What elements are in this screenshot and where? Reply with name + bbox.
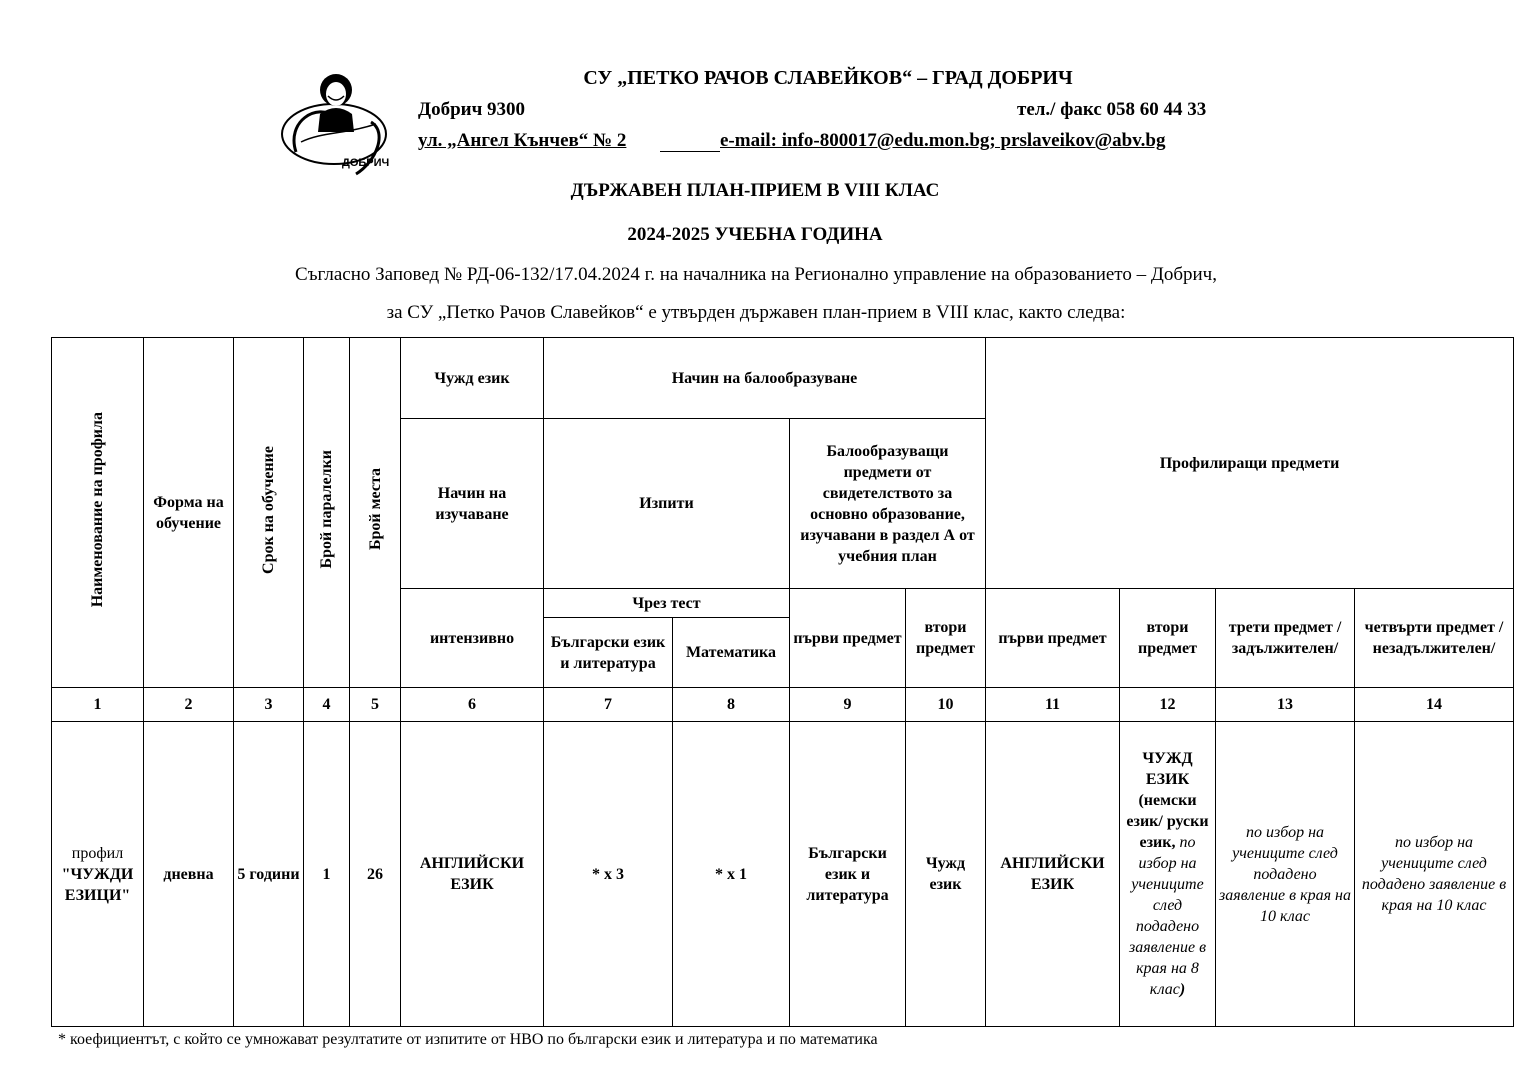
column-number: 6: [401, 688, 544, 722]
column-number: 2: [144, 688, 234, 722]
header-profile-name: Наименование на профила: [52, 338, 144, 688]
header-foreign-language: Чужд език: [401, 338, 544, 419]
table-row: [52, 722, 1514, 1027]
header-cert-second: втори предмет: [906, 589, 986, 688]
column-number: 5: [350, 688, 401, 722]
cell-bel-coefficient: * х 3: [544, 722, 673, 1027]
header-profile-subjects: Профилиращи предмети: [986, 338, 1514, 589]
header-profile-fourth: четвърти предмет /незадължителен/: [1355, 589, 1514, 688]
column-number: 3: [234, 688, 304, 722]
profile-second-italic: по избор на учениците след подадено заявление в края на 8 клас: [1128, 834, 1207, 998]
phone-fax: тел./ факс 058 60 44 33: [1017, 99, 1207, 120]
intro-line-2: за СУ „Петко Рачов Славейков“ е утвърден държавен план-прием в VIII клас, както следва:: [386, 302, 1126, 323]
column-number: 11: [986, 688, 1120, 722]
cell-profile-third: по избор на учениците след подадено заявление в края на 10 клас: [1216, 722, 1355, 1027]
cell-form: дневна: [144, 722, 234, 1027]
cell-profile-name: [52, 722, 144, 1027]
column-number: 12: [1120, 688, 1216, 722]
cell-language: АНГЛИЙСКИ ЕЗИК: [401, 722, 544, 1027]
column-number: 4: [304, 688, 350, 722]
header-profile-second: втори предмет: [1120, 589, 1216, 688]
header-cert-subjects: Балообразуващи предмети от свидетелството за основно образование, изучавани в раздел А от учебния план: [790, 419, 986, 589]
intro-line-1: Съгласно Заповед № РД-06-132/17.04.2024 г. на началника на Регионално управление на образованието – Добрич,: [295, 264, 1217, 285]
admission-plan-table: [51, 337, 1514, 1027]
header-duration: Срок на обучение: [234, 338, 304, 688]
column-number: 10: [906, 688, 986, 722]
email-addresses[interactable]: e-mail: info-800017@edu.mon.bg; prslaveikov@abv.bg: [720, 130, 1166, 151]
header-scoring: Начин на балообразуване: [544, 338, 986, 419]
header-intensive: интензивно: [401, 589, 544, 688]
profile-second-bold: ЧУЖД ЕЗИК (немски език/ руски език,: [1126, 750, 1209, 851]
cell-cert-first: Български език и литература: [790, 722, 906, 1027]
header-math: Математика: [673, 618, 790, 688]
profile-name: "ЧУЖДИ ЕЗИЦИ": [61, 865, 134, 904]
logo-text: ДОБРИЧ: [342, 157, 390, 169]
cell-classes: 1: [304, 722, 350, 1027]
header-form: Форма на обучение: [144, 338, 234, 688]
cell-profile-first: АНГЛИЙСКИ ЕЗИК: [986, 722, 1120, 1027]
cell-cert-second: Чужд език: [906, 722, 986, 1027]
document-title: ДЪРЖАВЕН ПЛАН-ПРИЕМ В VIII КЛАС: [570, 180, 940, 201]
column-number: 1: [52, 688, 144, 722]
cell-duration: 5 години: [234, 722, 304, 1027]
school-year: 2024-2025 УЧЕБНА ГОДИНА: [627, 224, 883, 245]
column-number: 7: [544, 688, 673, 722]
profile-second-end: ): [1179, 981, 1186, 998]
column-number: 13: [1216, 688, 1355, 722]
header-classes: Брой паралелки: [304, 338, 350, 688]
header-cert-first: първи предмет: [790, 589, 906, 688]
column-number: 9: [790, 688, 906, 722]
footnote: * коефициентът, с който се умножават резултатите от изпитите от НВО по български език и литература и по математика: [58, 1031, 878, 1048]
profile-prefix: профил: [71, 844, 124, 862]
column-number: 14: [1355, 688, 1514, 722]
address-underline: [660, 151, 720, 152]
header-exams: Изпити: [544, 419, 790, 589]
header-via-test: Чрез тест: [544, 589, 790, 618]
cell-profile-fourth: по избор на учениците след подадено заявление в края на 10 клас: [1355, 722, 1514, 1027]
header-places: Брой места: [350, 338, 401, 688]
cell-places: 26: [350, 722, 401, 1027]
header-bel: Български език и литература: [544, 618, 673, 688]
column-number: 8: [673, 688, 790, 722]
school-name: СУ „ПЕТКО РАЧОВ СЛАВЕЙКОВ“ – ГРАД ДОБРИЧ: [583, 67, 1073, 89]
header-profile-third: трети предмет /задължителен/: [1216, 589, 1355, 688]
header-profile-first: първи предмет: [986, 589, 1120, 688]
cell-math-coefficient: * х 1: [673, 722, 790, 1027]
cell-profile-second: [1120, 722, 1216, 1027]
column-number-row: [52, 688, 1514, 722]
street-address: ул. „Ангел Кънчев“ № 2: [418, 130, 627, 151]
header-study-mode: Начин на изучаване: [401, 419, 544, 589]
city-postcode: Добрич 9300: [418, 99, 526, 120]
